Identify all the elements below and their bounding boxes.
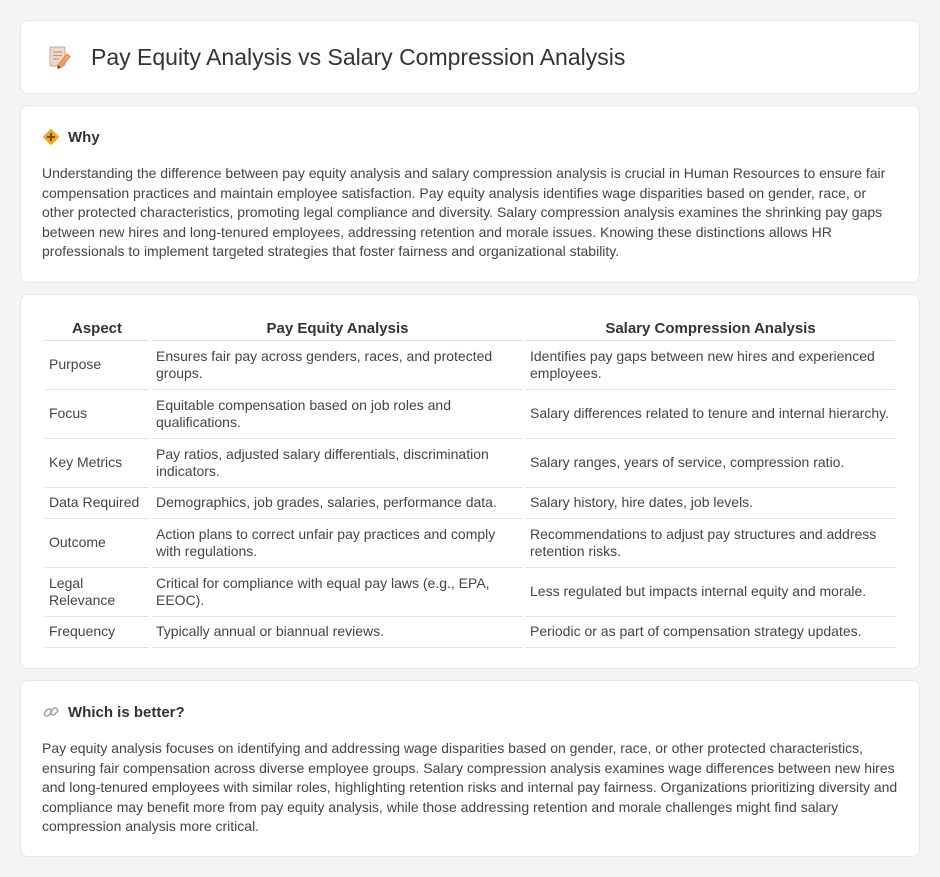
cell-compression: Less regulated but impacts internal equity and morale. <box>526 568 895 617</box>
comparison-table <box>42 315 898 648</box>
column-header-salary-compression: Salary Compression Analysis <box>526 315 895 341</box>
cell-compression: Recommendations to adjust pay structures and address retention risks. <box>526 519 895 568</box>
why-text: Understanding the difference between pay equity analysis and salary compression analysis is crucial in Human Resources to ensure fair compensation practices and maintain employee satisfaction. Pay equity analysis identifies wage disparities based on gender, race, or other protected characteristics, promoting legal compliance and diversity. Salary compression analysis examines the shrinking pay gaps between new hires and long-tenured employees, addressing retention and morale issues. Knowing these distinctions allows HR professionals to implement targeted strategies that foster fairness and organizational stability. <box>42 165 886 259</box>
cell-equity: Equitable compensation based on job roles and qualifications. <box>152 390 523 439</box>
table-row <box>45 439 895 488</box>
cell-compression: Identifies pay gaps between new hires and experienced employees. <box>526 341 895 390</box>
cell-compression: Salary history, hire dates, job levels. <box>526 488 895 519</box>
table-row <box>45 519 895 568</box>
cell-aspect: Data Required <box>45 488 149 519</box>
table-row <box>45 390 895 439</box>
document-pencil-icon <box>45 43 73 71</box>
which-is-better-heading: Which is better? <box>68 703 185 721</box>
which-is-better-text: Pay equity analysis focuses on identifying and addressing wage disparities based on gender, race, or other protected characteristics, ensuring fair compensation across diverse employee groups. Salary compression analysis examines wage differences between new hires and long-tenured employees with similar roles, highlighting retention risks and internal pay fairness. Organizations prioritizing diversity and compliance may benefit more from pay equity analysis, while those addressing retention and morale challenges might find salary compression analysis more critical. <box>42 740 898 834</box>
cell-equity: Critical for compliance with equal pay laws (e.g., EPA, EEOC). <box>152 568 523 617</box>
diamond-sign-icon <box>42 128 60 146</box>
table-row <box>45 617 895 648</box>
table-row <box>45 488 895 519</box>
cell-equity: Pay ratios, adjusted salary differentials, discrimination indicators. <box>152 439 523 488</box>
table-row <box>45 341 895 390</box>
cell-aspect: Frequency <box>45 617 149 648</box>
cell-equity: Action plans to correct unfair pay practices and comply with regulations. <box>152 519 523 568</box>
table-row <box>45 568 895 617</box>
why-section <box>20 105 920 283</box>
cell-compression: Periodic or as part of compensation strategy updates. <box>526 617 895 648</box>
cell-compression: Salary differences related to tenure and internal hierarchy. <box>526 390 895 439</box>
cell-aspect: Focus <box>45 390 149 439</box>
why-heading: Why <box>68 128 100 146</box>
cell-equity: Demographics, job grades, salaries, performance data. <box>152 488 523 519</box>
cell-aspect: Outcome <box>45 519 149 568</box>
which-is-better-section <box>20 680 920 857</box>
header-card <box>20 20 920 94</box>
link-icon <box>42 703 60 721</box>
column-header-aspect: Aspect <box>45 315 149 341</box>
cell-equity: Ensures fair pay across genders, races, and protected groups. <box>152 341 523 390</box>
cell-aspect: Legal Relevance <box>45 568 149 617</box>
cell-equity: Typically annual or biannual reviews. <box>152 617 523 648</box>
cell-aspect: Purpose <box>45 341 149 390</box>
cell-compression: Salary ranges, years of service, compression ratio. <box>526 439 895 488</box>
column-header-pay-equity: Pay Equity Analysis <box>152 315 523 341</box>
page-title: Pay Equity Analysis vs Salary Compression Analysis <box>91 43 626 70</box>
comparison-table-card <box>20 294 920 669</box>
cell-aspect: Key Metrics <box>45 439 149 488</box>
